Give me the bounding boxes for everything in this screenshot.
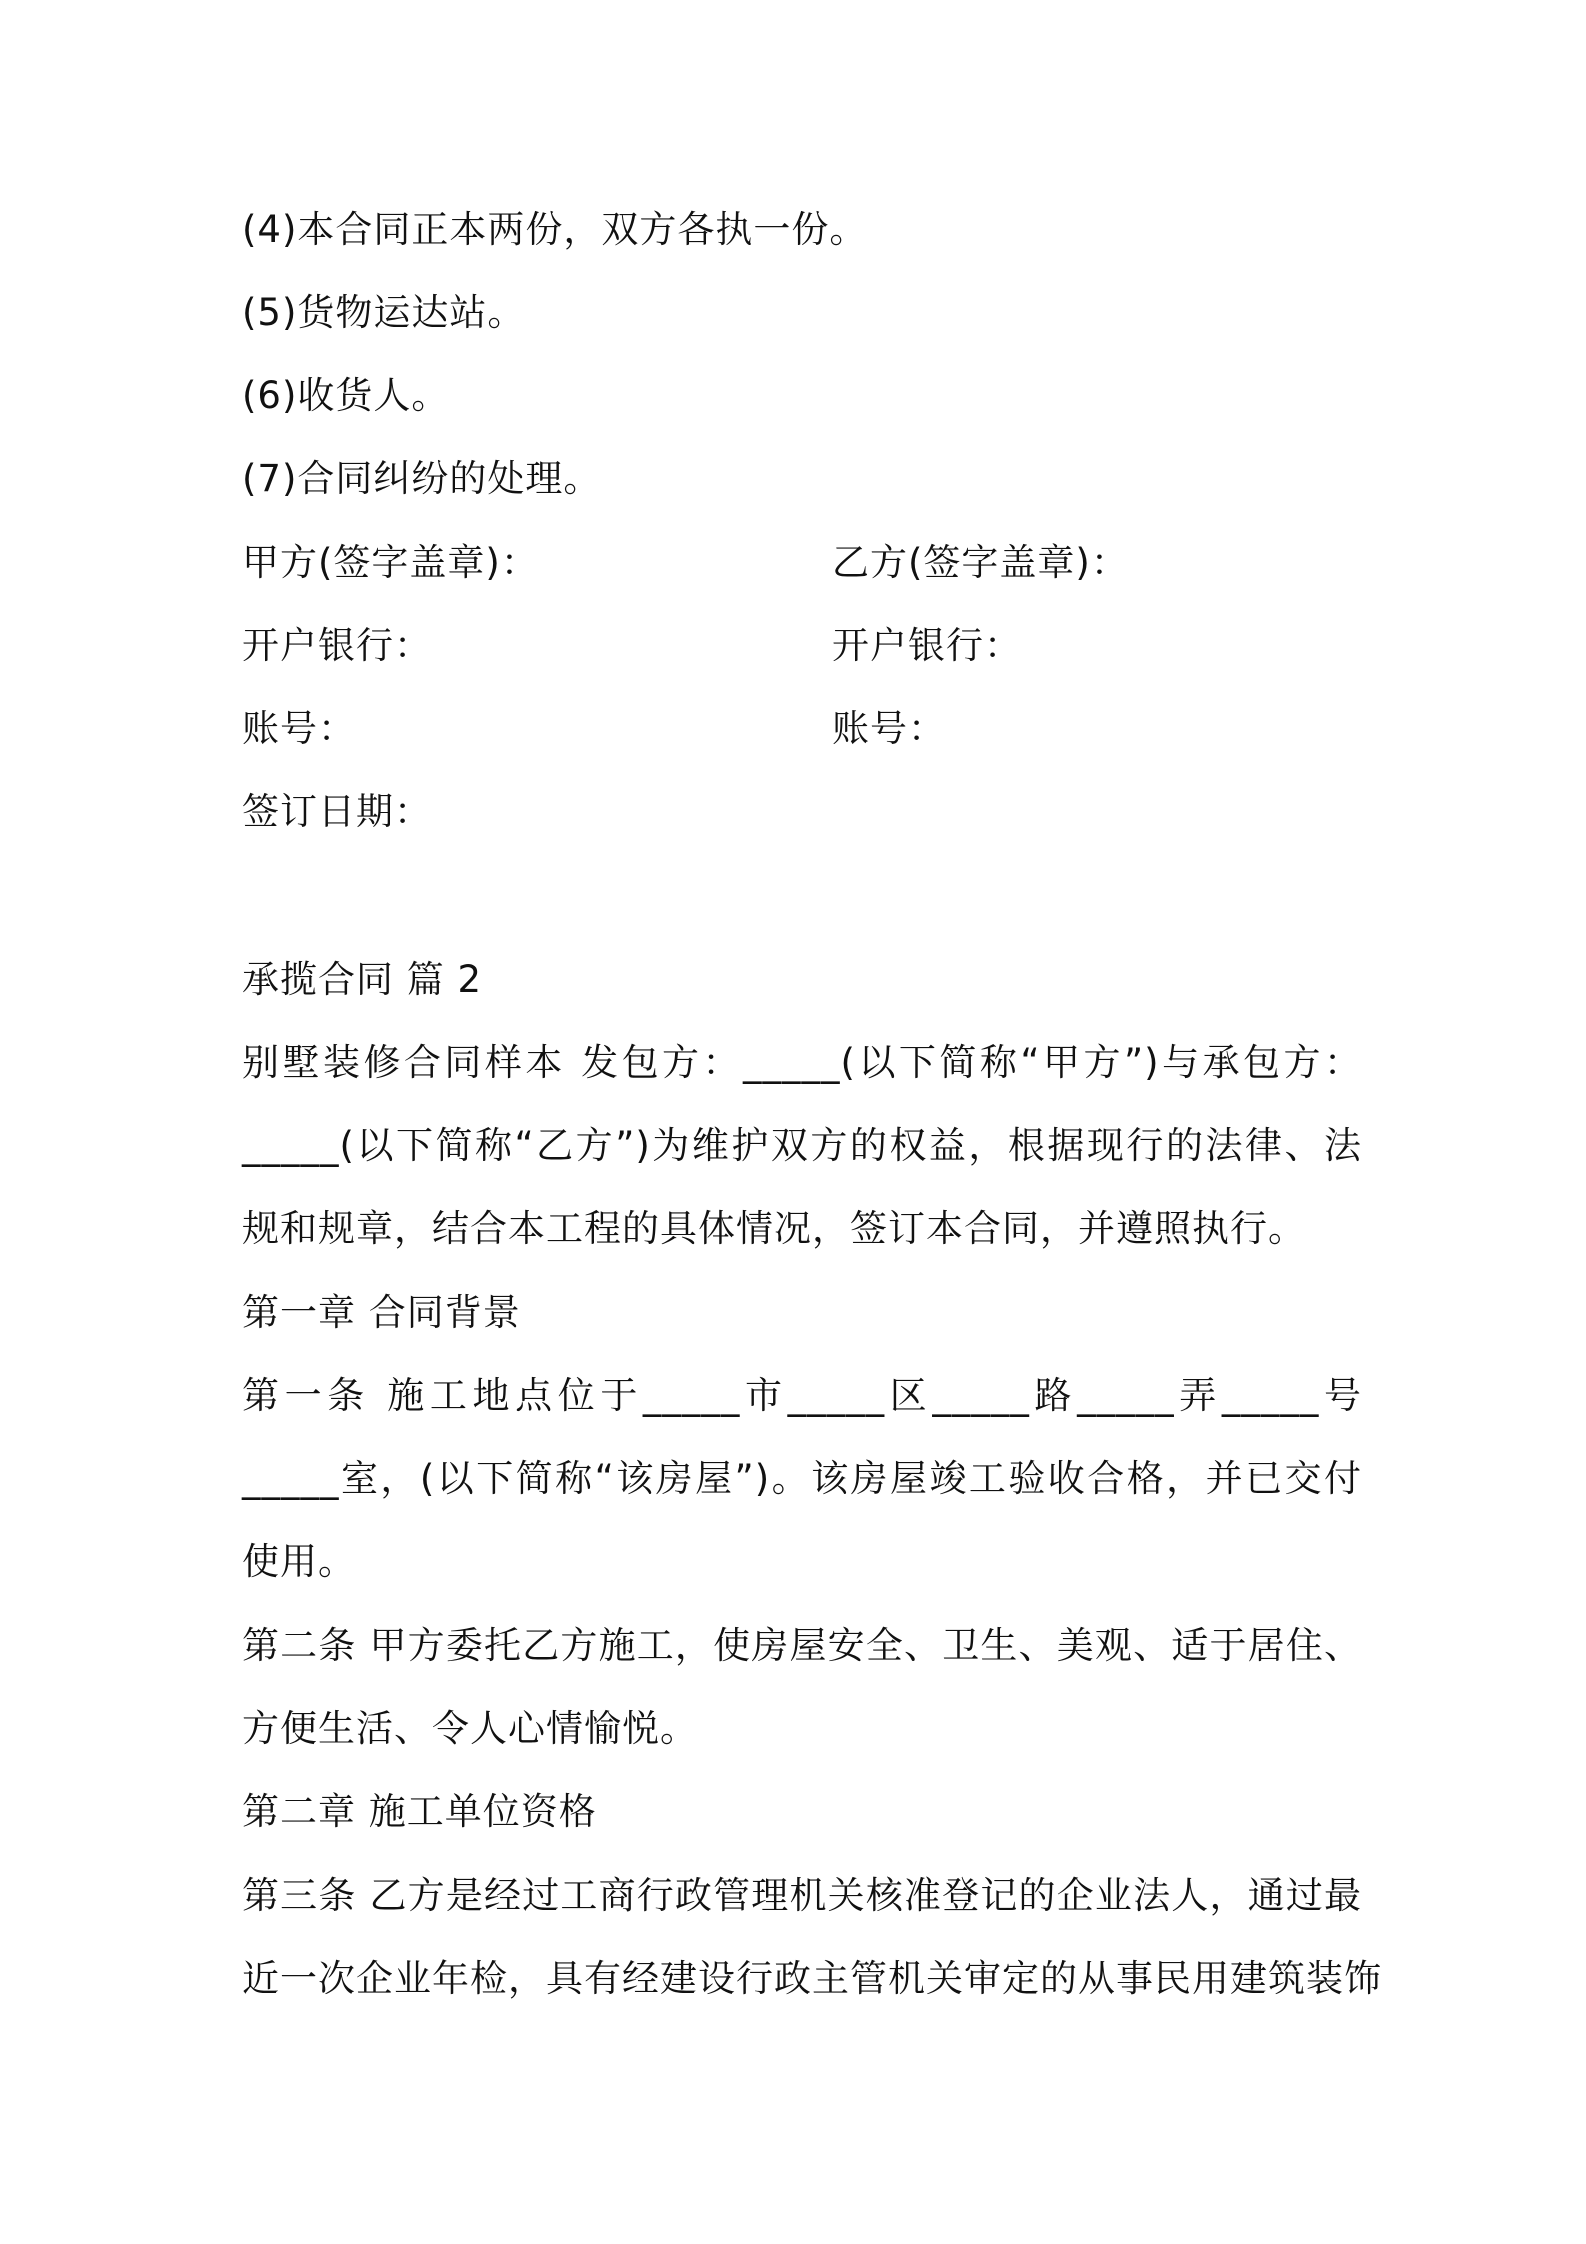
article-1-line-1: 第一条 施工地点位于_____市_____区_____路_____弄_____号 <box>242 1374 1362 1417</box>
list-item-7: (7)合同纠纷的处理。 <box>242 457 602 500</box>
intro-line-3: 规和规章，结合本工程的具体情况，签订本合同，并遵照执行。 <box>242 1207 1306 1250</box>
chapter-2-heading: 第二章 施工单位资格 <box>242 1790 597 1833</box>
party-b-account-label: 账号： <box>832 707 946 750</box>
party-a-bank-label: 开户银行： <box>242 624 432 667</box>
section-title: 承揽合同 篇 2 <box>242 958 483 1001</box>
article-3-line-2: 近一次企业年检，具有经建设行政主管机关审定的从事民用建筑装饰 <box>242 1957 1382 2000</box>
intro-line-1: 别墅装修合同样本 发包方：_____(以下简称“甲方”)与承包方： <box>242 1041 1362 1084</box>
signing-date-label: 签订日期： <box>242 790 432 833</box>
party-b-signature-label: 乙方(签字盖章)： <box>832 541 1129 584</box>
chapter-1-heading: 第一章 合同背景 <box>242 1291 521 1334</box>
article-3-line-1: 第三条 乙方是经过工商行政管理机关核准登记的企业法人，通过最 <box>242 1874 1362 1917</box>
list-item-4: (4)本合同正本两份，双方各执一份。 <box>242 208 868 251</box>
list-item-6: (6)收货人。 <box>242 374 450 417</box>
article-1-line-2: _____室，(以下简称“该房屋”)。该房屋竣工验收合格，并已交付 <box>242 1457 1362 1500</box>
party-a-account-label: 账号： <box>242 707 356 750</box>
article-2-line-2: 方便生活、令人心情愉悦。 <box>242 1707 698 1750</box>
article-1-line-3: 使用。 <box>242 1540 356 1583</box>
party-b-bank-label: 开户银行： <box>832 624 1022 667</box>
article-2-line-1: 第二条 甲方委托乙方施工，使房屋安全、卫生、美观、适于居住、 <box>242 1624 1362 1667</box>
party-a-signature-label: 甲方(签字盖章)： <box>242 541 539 584</box>
list-item-5: (5)货物运达站。 <box>242 291 526 334</box>
intro-line-2: _____(以下简称“乙方”)为维护双方的权益，根据现行的法律、法 <box>242 1124 1362 1167</box>
